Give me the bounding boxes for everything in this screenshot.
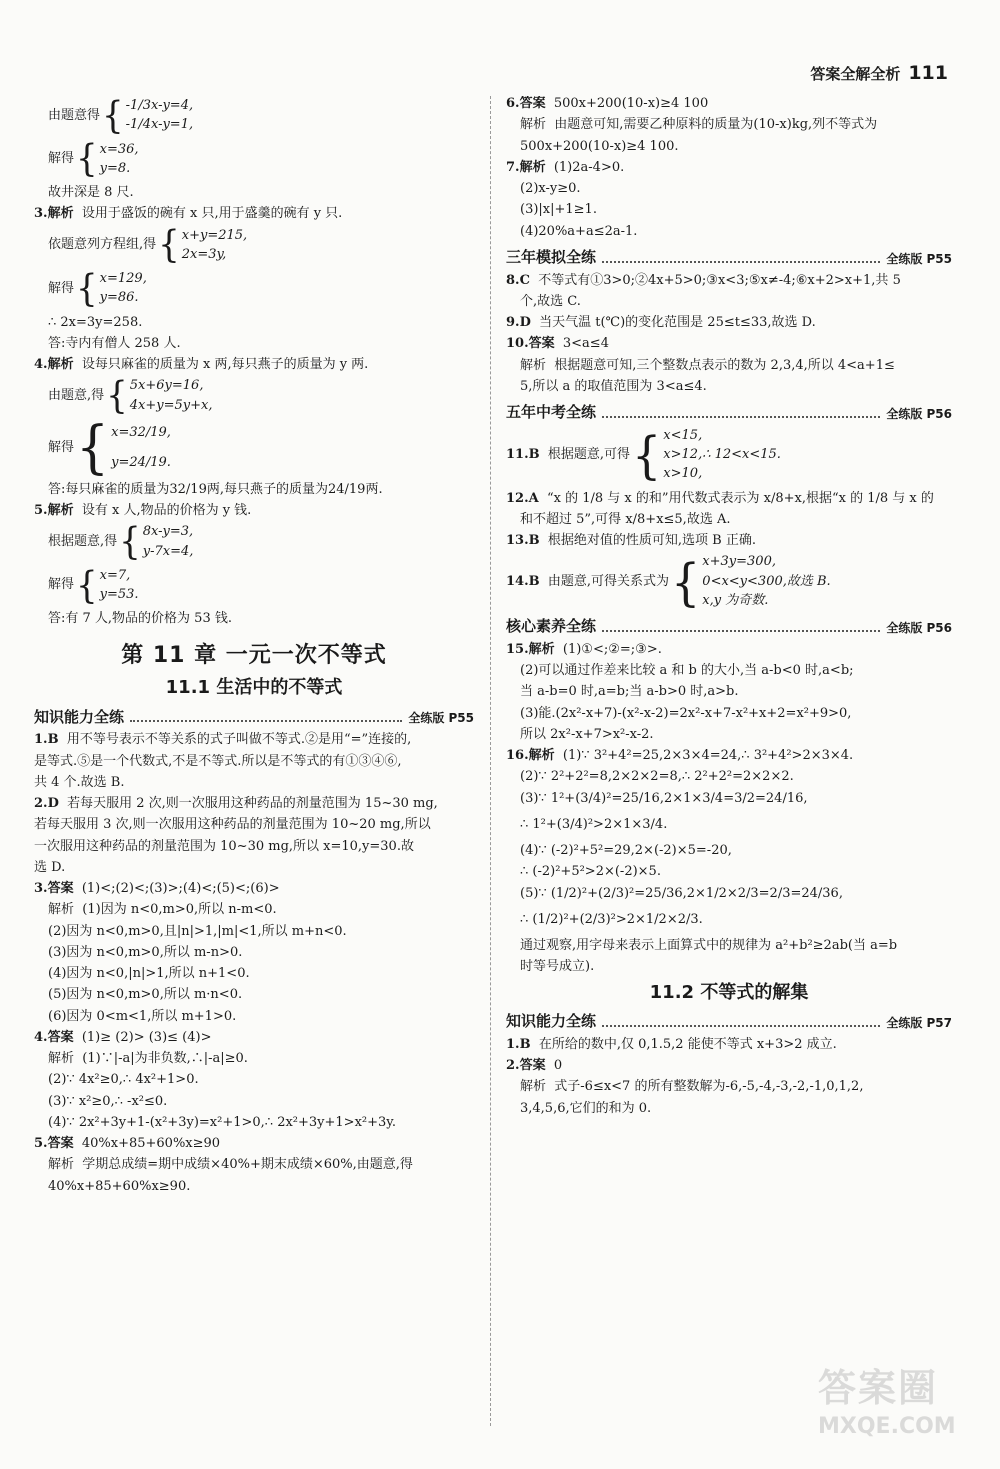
answer-r2: 2.答案 0 解析 式子-6≤x<7 的所有整数解为-6,-5,-4,-3,-2,-1,0,1,2, 3,4,5,6,它们的和为 0. — [506, 1058, 864, 1116]
answer-k1: 1.B 用不等号表示不等关系的式子叫做不等式.②是用“=”连接的, 是等式.⑤是一个代数式,不是不等式.所以是不等式的有①③④⑥, 共 4 个.故选 B. — [34, 732, 412, 790]
page-header — [810, 62, 948, 86]
answer-r8: 8.C 不等式有①3>0;②4x+5>0;③x<3;⑤x≠-4;⑥x+2>x+1,共 5 个,故选 C. — [506, 272, 901, 309]
left-column: 由题意得 { -1/3x-y=4, -1/4x-y=1, 解得 { x=36, y=8. 故井深是 8 尺. 3.解析 设用于盛饭的碗有 x 只,用于盛羹的碗有 y 只. 依题意列方程组,得 { x+y=215, 2x=3y, 解得 { x=129, y=86. ∴ 2x=3y=258. 答:寺内有僧人 258 人. 4.解析 设每只麻雀的质量为 x 两,每只燕子的质量为 y 两. 由题意,得 { 5x+6y=16, 4x+y=5y+x, 解得 { x=32/19, y=24/19. 答:每只麻雀的质量为32/19两,每只燕子的质量为24/19两. 5.解析 设有 x 人,物品的价格为 y 钱. 根据题意,得 { 8x-y=3, y-7x=4, 解得 { x=7, y=53. 答:有 7 人,物品的价格为 53 钱. 第 11 章 一元一次不等式 11.1 生活中的不等式 知识能力全练 全练版 P55 1.B 用不等号表示不等关系的式子叫做不等式.②是用“=”连接的, 是等式.⑤是一个代数式,不是不等式.所以是不等式的有①③④⑥, 共 4 个.故选 B. 2.D 若每天服用 2 次,则一次服用这种药品的剂量范围为 15~30 mg, 若每天服用 3 次,则一次服用这种药品的剂量范围为 10~20 mg,所以 一次服用这种药品的剂量范围为 10~30 mg,所以 x=10,y=30.故 选 D. 3.答案 (1)<;(2)<;(3)>;(4)<;(5)<;(6)> 解析 (1)因为 n<0,m>0,所以 n-m<0. (2)因为 n<0,m>0,且|n|>1,|m|<1,所以 m+n<0. (3)因为 n<0,m>0,所以 m-n>0. (4)因为 n<0,|n|>1,所以 n+1<0. (5)因为 n<0,m>0,所以 m·n<0. (6)因为 0<m<1,所以 m+1>0. 4.答案 (1)≥ (2)> (3)≤ (4)> 解析 (1)∵|-a|为非负数,∴|-a|≥0. (2)∵ 4x²≥0,∴ 4x²+1>0. (3)∵ x²≥0,∴ -x²≤0. (4)∵ 2x²+3y+1-(x²+3y)=x²+1>0,∴ 2x²+3y+1>x²+3y. 5.答案 40%x+85+60%x≥90 解析 学期总成绩=期中成绩×40%+期末成绩×60%,由题意,得 40%x+85+60%x≥90. — [34, 96, 474, 1194]
system-block: 解得 { x=36, y=8. — [48, 137, 139, 182]
answer-r7: 7.解析 (1)2a-4>0. (2)x-y≥0. (3)|x|+1≥1. (4)20%a+a≤2a-1. — [506, 159, 638, 239]
answer-r15: 15.解析 (1)①<;②=;③>. (2)可以通过作差来比较 a 和 b 的大小,当 a-b<0 时,a<b; 当 a-b=0 时,a=b;当 a-b>0 时,a>b. (3)能.(2x²-x+7)-(x²-x-2)=2x²-x+7-x²+x+2=x²+9>0, 所以 2x²-x+7>x²-x-2. — [506, 641, 854, 742]
section-title: 11.2 不等式的解集 — [649, 981, 809, 1003]
question-4: 4.解析 设每只麻雀的质量为 x 两,每只燕子的质量为 y 两. — [34, 357, 369, 372]
practice-section-header: 知识能力全练 全练版 P57 — [506, 1012, 952, 1030]
answer-r6: 6.答案 500x+200(10-x)≥4 100 解析 由题意可知,需要乙种原料的质量为(10-x)kg,列不等式为 500x+200(10-x)≥4 100. — [506, 96, 878, 154]
answer-k2: 2.D 若每天服用 2 次,则一次服用这种药品的剂量范围为 15~30 mg, 若每天服用 3 次,则一次服用这种药品的剂量范围为 10~20 mg,所以 一次服用这种药品的剂量范围为 10~30 mg,所以 x=10,y=30.故 选 D. — [34, 796, 438, 875]
practice-section-header: 五年中考全练 全练版 P56 — [506, 403, 952, 421]
answer-r12: 12.A “x 的 1/8 与 x 的和”用代数式表示为 x/8+x,根据“x 的 1/8 与 x 的 和不超过 5”,可得 x/8+x≤5,故选 A. — [506, 490, 934, 527]
watermark-logo: 答案圈 MXQE.COM — [818, 1366, 956, 1439]
page-number: 111 — [908, 62, 948, 84]
answer-r10: 10.答案 3<a≤4 解析 根据题意可知,三个整数点表示的数为 2,3,4,所以 4<a+1≤ 5,所以 a 的取值范围为 3<a≤4. — [506, 336, 895, 394]
column-divider — [490, 96, 491, 1426]
answer-k4: 4.答案 (1)≥ (2)> (3)≤ (4)> 解析 (1)∵|-a|为非负数,∴|-a|≥0. (2)∵ 4x²≥0,∴ 4x²+1>0. (3)∵ x²≥0,∴ -x²≤0. (4)∵ 2x²+3y+1-(x²+3y)=x²+1>0,∴ 2x²+3y+1>x²+3y. — [34, 1029, 397, 1130]
answer-k5: 5.答案 40%x+85+60%x≥90 解析 学期总成绩=期中成绩×40%+期末成绩×60%,由题意,得 40%x+85+60%x≥90. — [34, 1136, 413, 1194]
answer-r11: 11.B 根据题意,可得 { x<15, x>12,∴ 12<x<15. x>10, — [506, 425, 781, 485]
header-title: 答案全解全析 — [810, 64, 901, 83]
practice-section-header: 知识能力全练 全练版 P55 — [34, 707, 474, 726]
system-block: 由题意得 { -1/3x-y=4, -1/4x-y=1, — [48, 96, 194, 138]
answer-k3: 3.答案 (1)<;(2)<;(3)>;(4)<;(5)<;(6)> 解析 (1)因为 n<0,m>0,所以 n-m<0. (2)因为 n<0,m>0,且|n|>1,|m|<1,所以 m+n<0. (3)因为 n<0,m>0,所以 m-n>0. (4)因为 n<0,|n|>1,所以 n+1<0. (5)因为 n<0,m>0,所以 m·n<0. (6)因为 0<m<1,所以 m+1>0. — [34, 881, 347, 1024]
equation-system: { x=36, y=8. — [76, 137, 139, 182]
answer-r9: 9.D 当天气温 t(℃)的变化范围是 25≤t≤33,故选 D. — [506, 315, 816, 330]
equation-system: { -1/3x-y=4, -1/4x-y=1, — [102, 96, 194, 138]
system-block: 依题意列方程组,得 { x+y=215, 2x=3y, — [48, 223, 248, 268]
question-5: 5.解析 设有 x 人,物品的价格为 y 钱. — [34, 503, 252, 518]
question-3: 3.解析 设用于盛饭的碗有 x 只,用于盛羹的碗有 y 只. — [34, 206, 343, 222]
practice-section-header: 核心素养全练 全练版 P56 — [506, 617, 952, 635]
chapter-title: 第 11 章 一元一次不等式 — [121, 642, 387, 668]
section-title: 11.1 生活中的不等式 — [165, 677, 343, 698]
practice-section-header: 三年模拟全练 全练版 P55 — [506, 247, 952, 266]
right-column — [506, 96, 952, 1436]
answer-r1: 1.B 在所给的数中,仅 0,1.5,2 能使不等式 x+3>2 成立. — [506, 1036, 837, 1052]
answer-r13: 13.B 根据绝对值的性质可知,选项 B 正确. — [506, 533, 756, 548]
answer-r14: 14.B 由题意,可得关系式为 { x+3y=300, 0<x<y<300,故选 B. x,y 为奇数. — [506, 551, 831, 612]
answer-r16: 16.解析 (1)∵ 3²+4²=25,2×3×4=24,∴ 3²+4²>2×3×4. (2)∵ 2²+2²=8,2×2×2=8,∴ 2²+2²=2×2×2. (3)∵ 1²+(3/4)²=25/16,2×1×3/4=3/2=24/16, ∴ 1²+(3/4)²>2×1×3/4. (4)∵ (-2)²+5²=29,2×(-2)×5=-20, ∴ (-2)²+5²>2×(-2)×5. (5)∵ (1/2)²+(2/3)²=25/36,2×1/2×2/3=2/3=24/36, ∴ (1/2)²+(2/3)²>2×1/2×2/3. 通过观察,用字母来表示上面算式中的规律为 a²+b²≥2ab(当 a=b 时等号成立). — [506, 748, 898, 975]
